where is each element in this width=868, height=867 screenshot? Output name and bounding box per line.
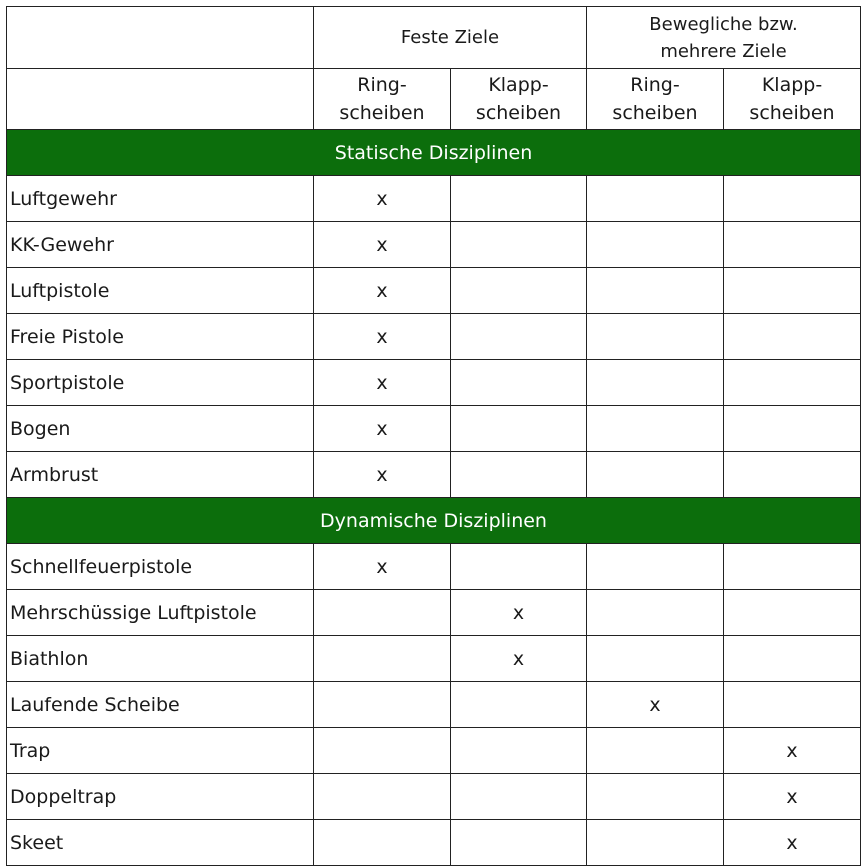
mark-cell: x (314, 222, 451, 268)
header-fixed-klapp (451, 69, 587, 130)
disciplines-table (6, 6, 861, 866)
mark-cell: x (314, 360, 451, 406)
header-group-moving (587, 7, 861, 69)
mark-cell: x (724, 728, 861, 774)
discipline-name: Biathlon (7, 636, 314, 682)
section-header-row (7, 498, 861, 544)
mark-cell (587, 176, 724, 222)
table-row (7, 222, 861, 268)
section-header-row (7, 130, 861, 176)
mark-cell (587, 774, 724, 820)
table-row (7, 360, 861, 406)
table-row (7, 636, 861, 682)
mark-cell (587, 268, 724, 314)
table-row (7, 774, 861, 820)
header-moving-ring (587, 69, 724, 130)
header-empty-cell (7, 7, 314, 69)
mark-cell (314, 728, 451, 774)
mark-cell (451, 314, 587, 360)
mark-cell (724, 222, 861, 268)
header-group-fixed-label: Feste Ziele (400, 27, 500, 48)
discipline-name: Schnellfeuerpistole (7, 544, 314, 590)
discipline-name: Luftgewehr (7, 176, 314, 222)
section-title: Statische Disziplinen (7, 130, 861, 176)
discipline-name: Laufende Scheibe (7, 682, 314, 728)
discipline-name: Freie Pistole (7, 314, 314, 360)
header-fixed-klapp-line2: scheiben (475, 102, 562, 124)
mark-cell (587, 314, 724, 360)
header-fixed-ring-line2: scheiben (339, 102, 425, 124)
mark-cell (451, 544, 587, 590)
mark-cell: x (314, 176, 451, 222)
header-moving-klapp (724, 69, 861, 130)
mark-cell (587, 222, 724, 268)
mark-cell (587, 728, 724, 774)
header-row-columns (7, 69, 861, 130)
mark-cell (724, 452, 861, 498)
mark-cell (314, 590, 451, 636)
mark-cell: x (451, 590, 587, 636)
table-row (7, 820, 861, 866)
header-moving-klapp-line1: Klapp- (761, 74, 823, 96)
mark-cell: x (314, 452, 451, 498)
discipline-name: Skeet (7, 820, 314, 866)
mark-cell (724, 590, 861, 636)
mark-cell (587, 544, 724, 590)
discipline-name: KK-Gewehr (7, 222, 314, 268)
mark-cell (451, 728, 587, 774)
mark-cell (587, 452, 724, 498)
table-row (7, 268, 861, 314)
mark-cell: x (724, 820, 861, 866)
header-row-groups (7, 7, 861, 69)
table-row (7, 176, 861, 222)
header-group-moving-line2: mehrere Ziele (660, 40, 787, 62)
mark-cell (587, 636, 724, 682)
mark-cell: x (314, 268, 451, 314)
discipline-name: Sportpistole (7, 360, 314, 406)
mark-cell: x (314, 406, 451, 452)
mark-cell (724, 314, 861, 360)
mark-cell (724, 544, 861, 590)
header-fixed-ring-line1: Ring- (357, 74, 407, 96)
discipline-name: Doppeltrap (7, 774, 314, 820)
mark-cell (451, 176, 587, 222)
header-fixed-klapp-line1: Klapp- (488, 74, 549, 96)
mark-cell: x (587, 682, 724, 728)
mark-cell (451, 682, 587, 728)
table-row (7, 314, 861, 360)
header-group-moving-line1: Bewegliche bzw. (649, 13, 798, 35)
header-group-fixed (314, 7, 587, 69)
discipline-name: Luftpistole (7, 268, 314, 314)
mark-cell (724, 636, 861, 682)
mark-cell (451, 222, 587, 268)
mark-cell (451, 268, 587, 314)
mark-cell: x (451, 636, 587, 682)
table-row (7, 682, 861, 728)
mark-cell: x (314, 314, 451, 360)
discipline-name: Mehrschüssige Luftpistole (7, 590, 314, 636)
header-moving-ring-line1: Ring- (630, 74, 680, 96)
table-row (7, 728, 861, 774)
mark-cell (451, 452, 587, 498)
table-row (7, 406, 861, 452)
mark-cell (314, 774, 451, 820)
mark-cell (451, 406, 587, 452)
mark-cell (724, 268, 861, 314)
header-empty-cell (7, 69, 314, 130)
mark-cell: x (314, 544, 451, 590)
mark-cell (724, 406, 861, 452)
mark-cell (451, 774, 587, 820)
header-fixed-ring (314, 69, 451, 130)
mark-cell (724, 682, 861, 728)
mark-cell (587, 360, 724, 406)
discipline-name: Armbrust (7, 452, 314, 498)
discipline-name: Trap (7, 728, 314, 774)
mark-cell (587, 590, 724, 636)
mark-cell (314, 682, 451, 728)
mark-cell (314, 636, 451, 682)
mark-cell (587, 406, 724, 452)
header-moving-klapp-line2: scheiben (749, 102, 835, 124)
header-moving-ring-line2: scheiben (612, 102, 698, 124)
mark-cell (587, 820, 724, 866)
mark-cell (314, 820, 451, 866)
mark-cell (724, 360, 861, 406)
section-title: Dynamische Disziplinen (7, 498, 861, 544)
table-row (7, 590, 861, 636)
mark-cell (451, 360, 587, 406)
mark-cell (451, 820, 587, 866)
mark-cell (724, 176, 861, 222)
table-body (7, 130, 861, 866)
table-row (7, 452, 861, 498)
discipline-name: Bogen (7, 406, 314, 452)
mark-cell: x (724, 774, 861, 820)
table-row (7, 544, 861, 590)
